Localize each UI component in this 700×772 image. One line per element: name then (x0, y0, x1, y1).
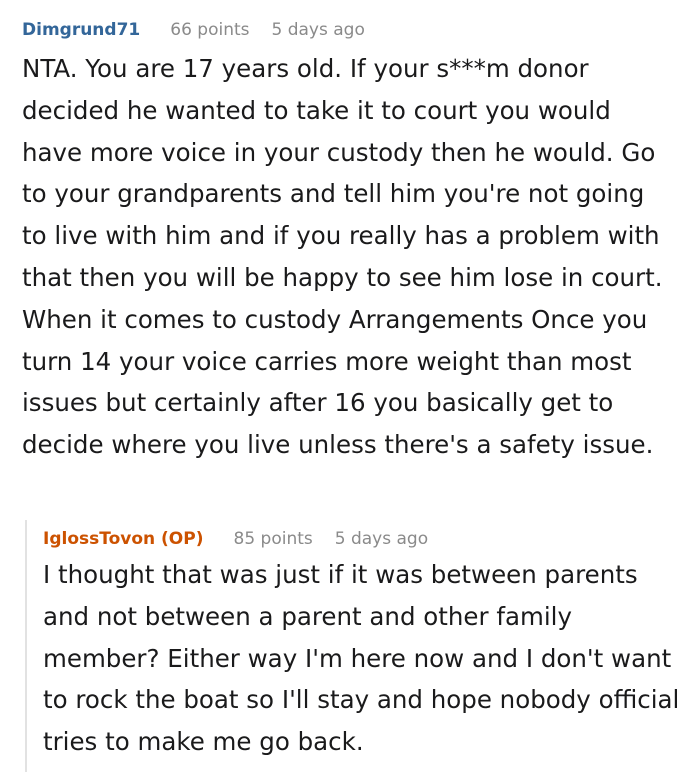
comment-reply (25, 520, 700, 772)
reply-timestamp[interactable]: 5 days ago (334, 529, 429, 549)
reply-body: I thought that was just if it was between parents and not between a parent and other family member? Either way I'm here now and I don't want to rock the boat so I'll stay and hope nobody official tries to make me go back. (43, 560, 680, 757)
reply-points: 85 points (233, 529, 313, 549)
comment-timestamp[interactable]: 5 days ago (271, 20, 365, 40)
comment-author-link[interactable]: Dimgrund71 (22, 20, 141, 40)
reply-author-link[interactable]: IglossTovon (OP) (43, 529, 204, 549)
comment-points: 66 points (170, 20, 250, 40)
reply-meta (43, 527, 680, 551)
comment-body: NTA. You are 17 years old. If your s***m donor decided he wanted to take it to court you would have more voice in your custody then he would. Go to your grandparents and tell him you're not going to live with him and if you really has a problem with that then you will be happy to see him lose in court. When it comes to custody Arrangements Once you turn 14 your voice carries more weight than most issues but certainly after 16 you basically get to decide where you live unless there's a safety issue. (22, 54, 663, 460)
comment-meta (22, 18, 676, 42)
